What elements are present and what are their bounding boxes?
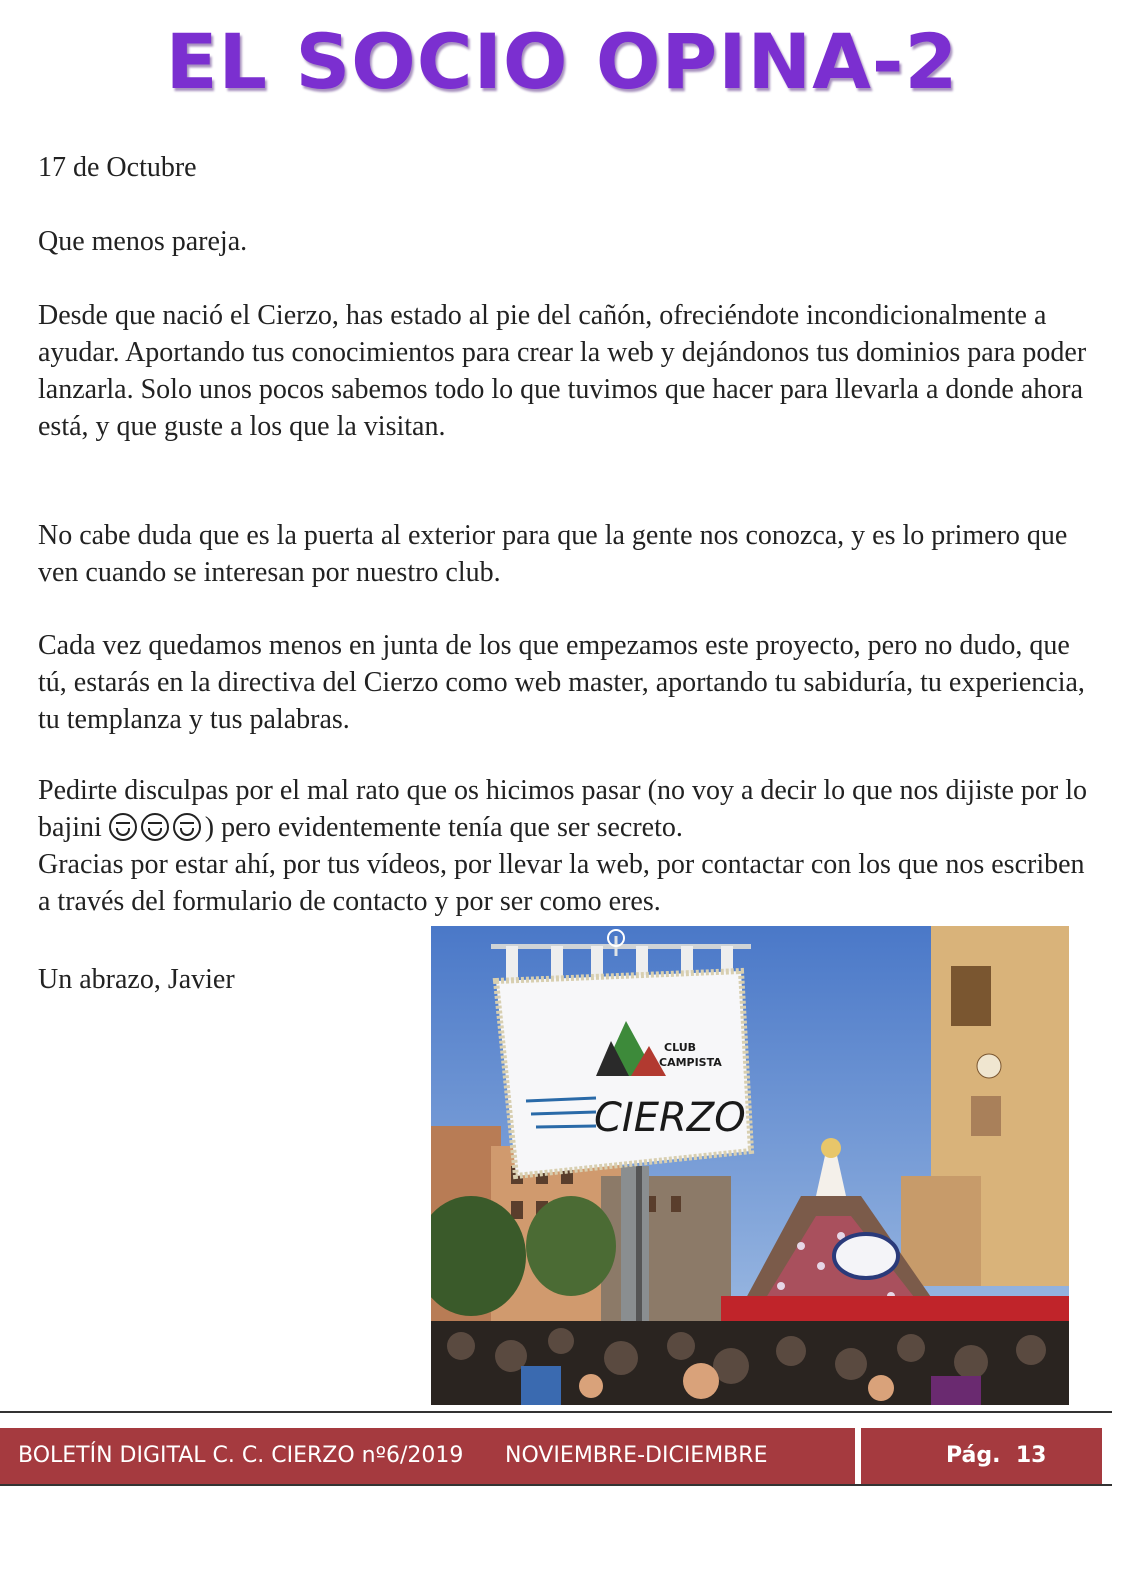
footer-page-bar — [861, 1428, 1102, 1484]
laughing-emoji-icon — [109, 813, 137, 841]
letter-paragraph-3: Cada vez quedamos menos en junta de los que empezamos este proyecto, pero no dudo, que tú, estarás en la directiva del Cierzo como web master, aportando tu sabiduría, tu experiencia, tu templanza y tus palabras. — [38, 630, 1085, 735]
paragraph-4-part-a: Pedirte disculpas por el mal rato que os hicimos pasar (no voy a decir lo que nos dijiste por lo bajini — [38, 775, 1087, 843]
footer-divider-bottom — [0, 1484, 1112, 1486]
footer-divider-top — [0, 1411, 1112, 1413]
page-title: EL SOCIO OPINA-2 — [165, 17, 959, 106]
letter-date: 17 de Octubre — [38, 152, 197, 183]
laughing-emoji-icon — [141, 813, 169, 841]
event-photo — [431, 926, 1069, 1405]
letter-signature: Un abrazo, Javier — [38, 964, 235, 995]
page-number: 13 — [1015, 1443, 1047, 1468]
paragraph-4-part-b: ) pero evidentemente tenía que ser secreto. — [204, 812, 683, 843]
banner-cierzo-text: CIERZO — [594, 1095, 746, 1141]
footer-bulletin-title: BOLETÍN DIGITAL C. C. CIERZO nº6/2019 — [18, 1443, 464, 1468]
page-label: Pág. — [946, 1443, 1001, 1468]
paragraph-4-part-c: Gracias por estar ahí, por tus vídeos, por llevar la web, por contactar con los que nos escriben a través del formulario de contacto y por ser como eres. — [38, 849, 1085, 917]
letter-paragraph-2: No cabe duda que es la puerta al exterior para que la gente nos conozca, y es lo primero que ven cuando se interesan por nuestro club. — [38, 520, 1068, 588]
laughing-emoji-icon — [173, 813, 201, 841]
letter-paragraph-4 — [38, 772, 1088, 920]
footer-page-number — [946, 1428, 1046, 1484]
letter-intro: Que menos pareja. — [38, 226, 248, 257]
letter-paragraph-1: Desde que nació el Cierzo, has estado al pie del cañón, ofreciéndote incondicionalmente a ayudar. Aportando tus conocimientos para crear la web y dejándonos tus dominios para poder lanzarla. Solo unos pocos sabemos todo lo que tuvimos que hacer para llevarla a donde ahora está, y que guste a los que la visitan. — [38, 300, 1087, 442]
banner-club-text: CLUB — [664, 1041, 697, 1054]
banner-campista-text: CAMPISTA — [659, 1056, 722, 1069]
footer-period: NOVIEMBRE-DICIEMBRE — [505, 1443, 768, 1468]
footer-bulletin-bar — [0, 1428, 855, 1484]
